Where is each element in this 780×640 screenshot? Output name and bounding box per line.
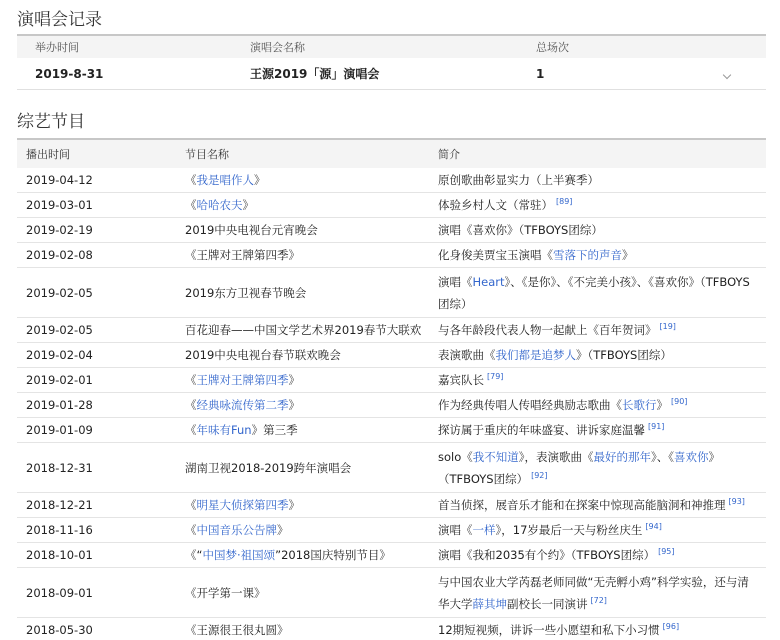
text-segment: 》 [254,173,266,187]
wiki-link[interactable]: 王牌对王牌第四季 [196,373,289,387]
table-row [17,418,766,443]
text-segment: solo《 [438,449,473,464]
text-segment: 《 [185,423,197,437]
wiki-link[interactable]: 长歌行 [622,398,657,412]
concert-table-header [17,36,766,58]
program-name [177,244,432,266]
air-date: 2018-10-01 [26,548,93,562]
concert-count: 1 [536,66,545,81]
text-segment: 演唱《喜欢你》（TFBOYS团综） [438,223,603,237]
text-segment: 百花迎春——中国文学艺术界2019春节大联欢 [185,323,422,337]
citation-link[interactable]: [89] [556,197,573,207]
header-name: 演唱会名称 [250,41,305,54]
text-segment: 表演歌曲《 [438,348,496,362]
text-segment: 《 [185,173,197,187]
table-row [17,368,766,393]
text-segment: ”2018国庆特别节目》 [275,548,391,562]
table-row [17,618,766,640]
text-segment: 》 [288,373,300,387]
header-program-name: 节目名称 [185,148,229,161]
program-name [177,194,432,216]
program-name [177,219,432,241]
text-segment: 《 [185,498,197,512]
program-description [432,169,766,191]
table-row [17,518,766,543]
wiki-link[interactable]: Heart [472,274,505,289]
text-segment: 原创歌曲彰显实力（上半赛季） [438,173,599,187]
program-description [432,494,766,516]
program-name [177,494,432,516]
wiki-link[interactable]: 我是唱作人 [196,173,254,187]
air-date: 2018-12-31 [26,460,93,475]
citation-link[interactable]: [72] [590,595,607,605]
text-segment: 2019中央电视台元宵晚会 [185,223,318,237]
program-description [432,446,766,490]
program-description [432,194,766,216]
wiki-link[interactable]: 薛其坤 [472,596,507,611]
concert-table [17,34,766,90]
text-segment: 演唱《 [438,523,473,537]
table-row [17,543,766,568]
air-date: 2019-02-01 [26,373,93,387]
citation-link[interactable]: [92] [531,470,548,480]
air-date: 2019-02-19 [26,223,93,237]
concert-section-title: 演唱会记录 [17,10,102,30]
text-segment: 嘉宾队长 [438,373,484,387]
wiki-link[interactable]: 年味有Fun [196,423,252,437]
citation-link[interactable]: [19] [659,322,676,332]
air-date: 2019-04-12 [26,173,93,187]
citation-link[interactable]: [94] [645,522,662,532]
text-segment: 》第三季 [251,423,298,437]
table-row [17,443,766,493]
air-date: 2019-02-05 [26,323,93,337]
program-name [177,544,432,566]
air-date: 2018-12-21 [26,498,93,512]
program-description [432,244,766,266]
text-segment: 》 [288,498,300,512]
text-segment: 》 [288,398,300,412]
text-segment: 2019中央电视台春节联欢晚会 [185,348,341,362]
text-segment: 》 [622,248,634,262]
concert-name: 王源2019「源」演唱会 [250,67,380,81]
text-segment: 演唱《 [438,274,473,289]
citation-link[interactable]: [91] [648,422,665,432]
program-name [177,344,432,366]
program-description [432,394,766,416]
program-name [177,169,432,191]
text-segment: 《 [185,198,197,212]
wiki-link[interactable]: 最好的那年 [593,449,652,464]
table-row [17,493,766,518]
text-segment: 体验乡村人文（常驻） [438,198,553,212]
citation-link[interactable]: [93] [728,497,745,507]
program-name [177,582,432,604]
air-date: 2018-11-16 [26,523,93,537]
air-date: 2019-02-08 [26,248,93,262]
variety-section-title: 综艺节目 [17,112,85,132]
text-segment: 》 [242,198,254,212]
wiki-link[interactable]: 我们都是追梦人 [495,348,576,362]
program-description [432,219,766,241]
text-segment: 》 [277,523,289,537]
header-date: 举办时间 [35,41,79,54]
table-row [17,193,766,218]
air-date: 2019-01-09 [26,423,93,437]
table-row [17,343,766,368]
text-segment: 化身俊美贾宝玉演唱《 [438,248,553,262]
program-description [432,619,766,640]
program-description [432,271,766,315]
text-segment: 》、《是你》、《不完美小孩》、《喜欢你》（TFBOYS团综） [438,274,750,311]
text-segment: 演唱《我和2035有个约》（TFBOYS团综） [438,548,656,562]
text-segment: 》（TFBOYS团综） [438,449,721,486]
program-name [177,619,432,640]
text-segment: 《 [185,373,197,387]
program-name [177,369,432,391]
variety-table-body [17,168,766,640]
header-air-date: 播出时间 [26,148,70,161]
text-segment: 》，表演歌曲《 [518,449,594,464]
wiki-link[interactable]: 明星大侦探第四季 [196,498,289,512]
text-segment: 《开学第一课》 [185,585,266,600]
air-date: 2018-09-01 [26,585,93,600]
table-row [17,168,766,193]
text-segment: 首当侦探，展音乐才能和在探案中惊现高能脑洞和神推理 [438,498,726,512]
air-date: 2019-02-05 [26,285,93,300]
table-row [17,218,766,243]
text-segment: 与中国农业大学芮磊老师同做“无壳孵小鸡”科学实验，还与清华大学 [438,574,749,611]
wiki-link[interactable]: 一样 [472,523,496,537]
table-row [17,393,766,418]
program-description [432,369,766,391]
header-count: 总场次 [536,41,569,54]
text-segment: 副校长一同演讲 [507,596,588,611]
program-description [432,319,766,341]
text-segment: 《王源很王很丸圆》 [185,623,289,637]
text-segment: 《 [185,523,197,537]
program-name [177,394,432,416]
wiki-link[interactable]: 我不知道 [472,449,519,464]
air-date: 2019-01-28 [26,398,93,412]
citation-link[interactable]: [95] [658,547,675,557]
wiki-link[interactable]: 喜欢你 [674,449,709,464]
citation-link[interactable]: [96] [662,622,680,632]
wiki-link[interactable]: 中国梦·祖国颂 [202,548,276,562]
table-row [17,268,766,318]
variety-table [17,138,766,640]
variety-table-header [17,140,766,168]
text-segment: 2019东方卫视春节晚会 [185,285,307,300]
wiki-link[interactable]: 雪落下的声音 [553,248,622,262]
program-description [432,344,766,366]
wiki-link[interactable]: 哈哈农夫 [196,198,243,212]
program-name [177,457,432,479]
program-description [432,544,766,566]
program-description [432,571,766,615]
air-date: 2018-05-30 [26,623,93,637]
text-segment: 作为经典传唱人传唱经典励志歌曲《 [438,398,622,412]
table-row [17,318,766,343]
concert-date: 2019-8-31 [35,66,104,81]
header-description: 简介 [438,148,460,161]
program-name [177,519,432,541]
text-segment: 湖南卫视2018-2019跨年演唱会 [185,460,352,475]
wiki-link[interactable]: 中国音乐公告牌 [196,523,277,537]
text-segment: 《王牌对王牌第四季》 [185,248,300,262]
air-date: 2019-03-01 [26,198,93,212]
text-segment: 》（TFBOYS团综） [576,348,672,362]
wiki-link[interactable]: 经典咏流传第二季 [196,398,289,412]
program-name [177,419,432,441]
text-segment: 12期短视频，讲诉一些小愿望和私下小习惯 [438,623,660,637]
program-description [432,519,766,541]
text-segment: 》 [656,398,668,412]
chevron-down-icon[interactable] [723,70,731,78]
text-segment: 《“ [185,548,203,562]
table-row [17,243,766,268]
program-name [177,319,432,341]
text-segment: 与各年龄段代表人物一起献上《百年贺词》 [438,323,657,337]
air-date: 2019-02-04 [26,348,93,362]
text-segment: 》，17岁最后一天与粉丝庆生 [495,523,643,537]
text-segment: 探访属于重庆的年味盛宴、讲诉家庭温馨 [438,423,645,437]
text-segment: 《 [185,398,197,412]
program-description [432,419,766,441]
citation-link[interactable]: [79] [487,372,504,382]
table-row [17,568,766,618]
concert-row[interactable] [17,58,766,90]
text-segment: 》、《 [651,449,675,464]
program-name [177,282,432,304]
citation-link[interactable]: [90] [671,397,688,407]
